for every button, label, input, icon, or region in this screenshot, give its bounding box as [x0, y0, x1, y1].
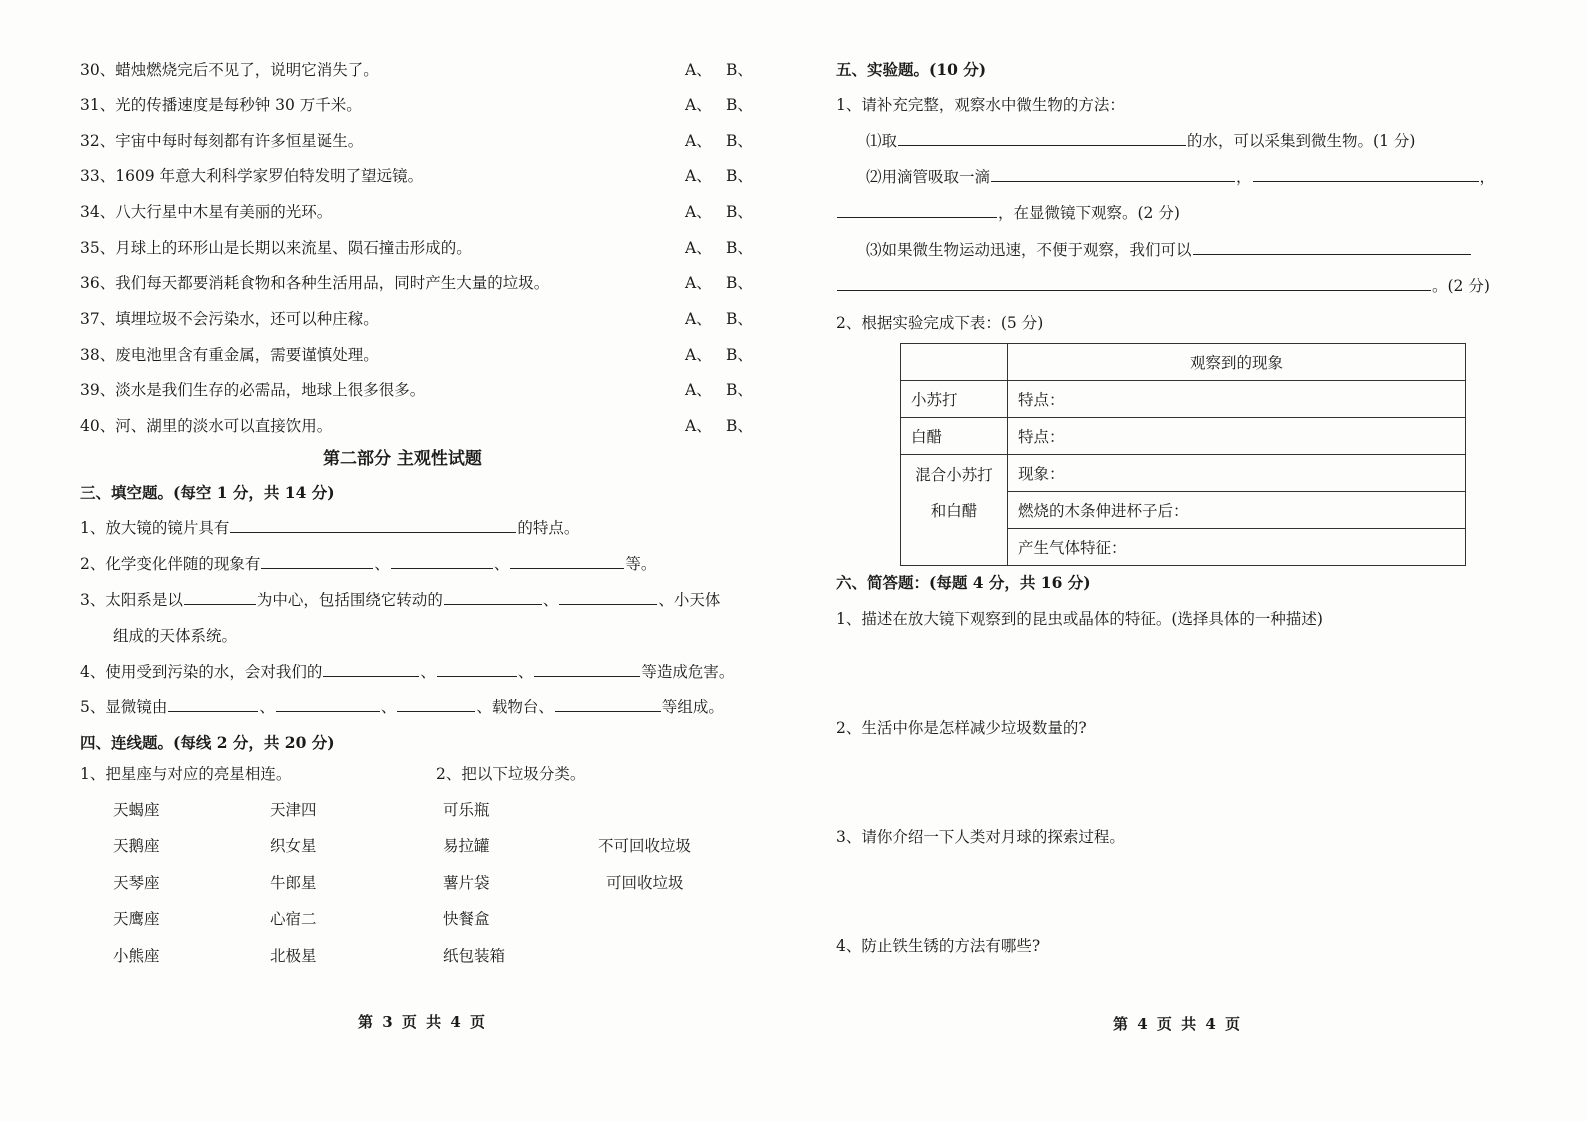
- table-row-label: 小苏打: [901, 381, 1008, 418]
- short-answer-question-1: 1、描述在放大镜下观察到的昆虫或晶体的特征。(选择具体的一种描述): [836, 610, 1323, 628]
- short-answer-section-heading: 六、简答题：(每题 4 分，共 16 分): [836, 573, 1091, 592]
- question-text: 4、使用受到污染的水，会对我们的: [80, 663, 323, 681]
- constellation-item[interactable]: 天蝎座: [113, 801, 160, 819]
- match-question-1-prompt: 1、把星座与对应的亮星相连。: [80, 765, 292, 783]
- option-a[interactable]: A、: [685, 167, 712, 185]
- question-text: ⑶如果微生物运动迅速，不便于观察，我们可以: [866, 241, 1192, 259]
- table-answer-cell[interactable]: 产生气体特征：: [1008, 529, 1466, 566]
- fill-question-5: [80, 695, 724, 717]
- tf-question-36: 36、我们每天都要消耗食物和各种生活用品，同时产生大量的垃圾。: [80, 274, 550, 292]
- tf-question-31: 31、光的传播速度是每秒钟 30 万千米。: [80, 96, 362, 114]
- option-b[interactable]: B、: [726, 346, 753, 364]
- table-header-row: [901, 344, 1466, 381]
- option-b[interactable]: B、: [726, 274, 753, 292]
- table-row-label-mixed: [901, 455, 1008, 566]
- question-text: 、载物台、: [476, 698, 554, 716]
- experiment-step-3: [866, 238, 1472, 260]
- answer-blank[interactable]: [559, 589, 657, 606]
- match-section-heading: 四、连线题。(每线 2 分，共 20 分): [80, 733, 335, 752]
- answer-blank[interactable]: [534, 661, 640, 678]
- question-text: ，在显微镜下观察。(2 分): [998, 204, 1180, 222]
- option-b[interactable]: B、: [726, 381, 753, 399]
- table-header-observed: 观察到的现象: [1008, 344, 1466, 381]
- question-text: 等组成。: [661, 698, 724, 716]
- question-text: 5、显微镜由: [80, 698, 168, 716]
- answer-blank[interactable]: [168, 696, 258, 713]
- answer-blank[interactable]: [230, 517, 516, 534]
- separator: ，: [1479, 168, 1496, 186]
- star-item[interactable]: 心宿二: [270, 910, 317, 928]
- question-text: 1、放大镜的镜片具有: [80, 519, 230, 537]
- question-text: 的特点。: [517, 519, 580, 537]
- option-b[interactable]: B、: [726, 132, 753, 150]
- option-b[interactable]: B、: [726, 417, 753, 435]
- match-question-2-prompt: 2、把以下垃圾分类。: [436, 765, 586, 783]
- answer-blank[interactable]: [184, 589, 256, 606]
- separator: 、: [374, 555, 390, 573]
- page-footer-4: 第 4 页 共 4 页: [1113, 1015, 1242, 1033]
- constellation-item[interactable]: 小熊座: [113, 947, 160, 965]
- fill-question-2: [80, 552, 656, 574]
- experiment-table: [900, 343, 1466, 566]
- table-row: [901, 418, 1466, 455]
- mixed-label-line-2: 和白醋: [930, 502, 978, 520]
- table-row-label: 白醋: [901, 418, 1008, 455]
- question-text: 等造成危害。: [641, 663, 735, 681]
- option-a[interactable]: A、: [685, 61, 712, 79]
- experiment-step-1: [866, 129, 1415, 151]
- garbage-category-recyclable[interactable]: 可回收垃圾: [606, 874, 684, 892]
- answer-blank[interactable]: [837, 202, 997, 219]
- short-answer-question-3: 3、请你介绍一下人类对月球的探索过程。: [836, 828, 1125, 846]
- tf-question-37: 37、填埋垃圾不会污染水，还可以种庄稼。: [80, 310, 379, 328]
- table-corner-cell: [901, 344, 1008, 381]
- separator: 、: [517, 663, 534, 681]
- tf-question-40: 40、河、湖里的淡水可以直接饮用。: [80, 417, 333, 435]
- experiment-question-2-prompt: 2、根据实验完成下表：(5 分): [836, 314, 1044, 332]
- table-answer-cell[interactable]: 燃烧的木条伸进杯子后：: [1008, 492, 1466, 529]
- tf-question-33: 33、1609 年意大利科学家罗伯特发明了望远镜。: [80, 167, 424, 185]
- question-text: 。(2 分): [1432, 277, 1490, 295]
- short-answer-question-4: 4、防止铁生锈的方法有哪些?: [836, 937, 1041, 955]
- tf-question-34: 34、八大行星中木星有美丽的光环。: [80, 203, 333, 221]
- answer-blank[interactable]: [837, 275, 1431, 292]
- answer-blank[interactable]: [898, 130, 1186, 147]
- garbage-item[interactable]: 薯片袋: [443, 874, 490, 892]
- answer-blank[interactable]: [397, 696, 475, 713]
- constellation-item[interactable]: 天琴座: [113, 874, 160, 892]
- experiment-section-heading: 五、实验题。(10 分): [836, 60, 987, 79]
- option-b[interactable]: B、: [726, 61, 753, 79]
- constellation-item[interactable]: 天鹅座: [113, 837, 160, 855]
- answer-blank[interactable]: [991, 166, 1235, 183]
- option-a[interactable]: A、: [685, 203, 712, 221]
- tf-question-35: 35、月球上的环形山是长期以来流星、陨石撞击形成的。: [80, 239, 472, 257]
- table-answer-cell[interactable]: 特点：: [1008, 418, 1466, 455]
- option-b[interactable]: B、: [726, 310, 753, 328]
- mixed-label-line-1: 混合小苏打: [915, 466, 993, 484]
- question-text: 、小天体: [658, 591, 721, 609]
- question-text: 等。: [625, 555, 657, 573]
- option-a[interactable]: A、: [685, 239, 712, 257]
- garbage-item[interactable]: 易拉罐: [443, 837, 490, 855]
- star-item[interactable]: 牛郎星: [270, 874, 317, 892]
- tf-question-38: 38、废电池里含有重金属，需要谨慎处理。: [80, 346, 379, 364]
- garbage-category-nonrecyclable[interactable]: 不可回收垃圾: [598, 837, 692, 855]
- tf-question-32: 32、宇宙中每时每刻都有许多恒星诞生。: [80, 132, 364, 150]
- option-b[interactable]: B、: [726, 96, 753, 114]
- table-answer-cell[interactable]: 特点：: [1008, 381, 1466, 418]
- answer-blank[interactable]: [391, 553, 493, 570]
- question-text: 为中心，包括围绕它转动的: [256, 591, 443, 609]
- fill-section-heading: 三、填空题。(每空 1 分，共 14 分): [80, 483, 335, 502]
- tf-question-39: 39、淡水是我们生存的必需品，地球上很多很多。: [80, 381, 426, 399]
- option-a[interactable]: A、: [685, 274, 712, 292]
- option-a[interactable]: A、: [685, 310, 712, 328]
- answer-blank[interactable]: [1193, 239, 1471, 256]
- separator: 、: [493, 555, 510, 573]
- table-row: [901, 455, 1466, 492]
- option-b[interactable]: B、: [726, 203, 753, 221]
- fill-question-3: [80, 588, 720, 610]
- option-a[interactable]: A、: [685, 96, 712, 114]
- experiment-step-2: [866, 165, 1495, 187]
- garbage-item[interactable]: 纸包装箱: [443, 947, 506, 965]
- separator: ，: [1236, 168, 1252, 186]
- short-answer-question-2: 2、生活中你是怎样减少垃圾数量的?: [836, 719, 1087, 737]
- fill-question-3-continued: 组成的天体系统。: [113, 627, 238, 645]
- question-text: 3、太阳系是以: [80, 591, 183, 609]
- constellation-item[interactable]: 天鹰座: [113, 910, 160, 928]
- garbage-item[interactable]: 可乐瓶: [443, 801, 490, 819]
- fill-question-1: [80, 516, 579, 538]
- question-text: ⑴取: [866, 132, 898, 150]
- table-row: [901, 381, 1466, 418]
- question-text: 的水，可以采集到微生物。(1 分): [1187, 132, 1416, 150]
- experiment-step-3-continued: [836, 274, 1490, 296]
- option-b[interactable]: B、: [726, 167, 753, 185]
- garbage-item[interactable]: 快餐盒: [443, 910, 490, 928]
- question-text: ⑵用滴管吸取一滴: [866, 168, 991, 186]
- option-a[interactable]: A、: [685, 381, 712, 399]
- answer-blank[interactable]: [1253, 166, 1479, 183]
- answer-blank[interactable]: [261, 553, 373, 570]
- answer-blank[interactable]: [276, 696, 380, 713]
- experiment-question-1-prompt: 1、请补充完整，观察水中微生物的方法：: [836, 96, 1125, 114]
- option-a[interactable]: A、: [685, 346, 712, 364]
- option-a[interactable]: A、: [685, 417, 712, 435]
- answer-blank[interactable]: [555, 696, 661, 713]
- separator: 、: [380, 698, 397, 716]
- table-answer-cell[interactable]: 现象：: [1008, 455, 1466, 492]
- answer-blank[interactable]: [437, 661, 517, 678]
- answer-blank[interactable]: [444, 589, 542, 606]
- question-text: 2、化学变化伴随的现象有: [80, 555, 261, 573]
- separator: 、: [420, 663, 436, 681]
- star-item[interactable]: 北极星: [270, 947, 317, 965]
- separator: 、: [542, 591, 559, 609]
- part-title: 第二部分 主观性试题: [323, 449, 482, 469]
- answer-blank[interactable]: [323, 661, 419, 678]
- option-a[interactable]: A、: [685, 132, 712, 150]
- option-b[interactable]: B、: [726, 239, 753, 257]
- tf-question-30: 30、蜡烛燃烧完后不见了，说明它消失了。: [80, 61, 379, 79]
- answer-blank[interactable]: [510, 553, 624, 570]
- star-item[interactable]: 织女星: [270, 837, 317, 855]
- page-footer-3: 第 3 页 共 4 页: [358, 1013, 487, 1031]
- star-item[interactable]: 天津四: [270, 801, 317, 819]
- fill-question-4: [80, 660, 734, 682]
- separator: 、: [259, 698, 275, 716]
- experiment-step-2-continued: [836, 201, 1180, 223]
